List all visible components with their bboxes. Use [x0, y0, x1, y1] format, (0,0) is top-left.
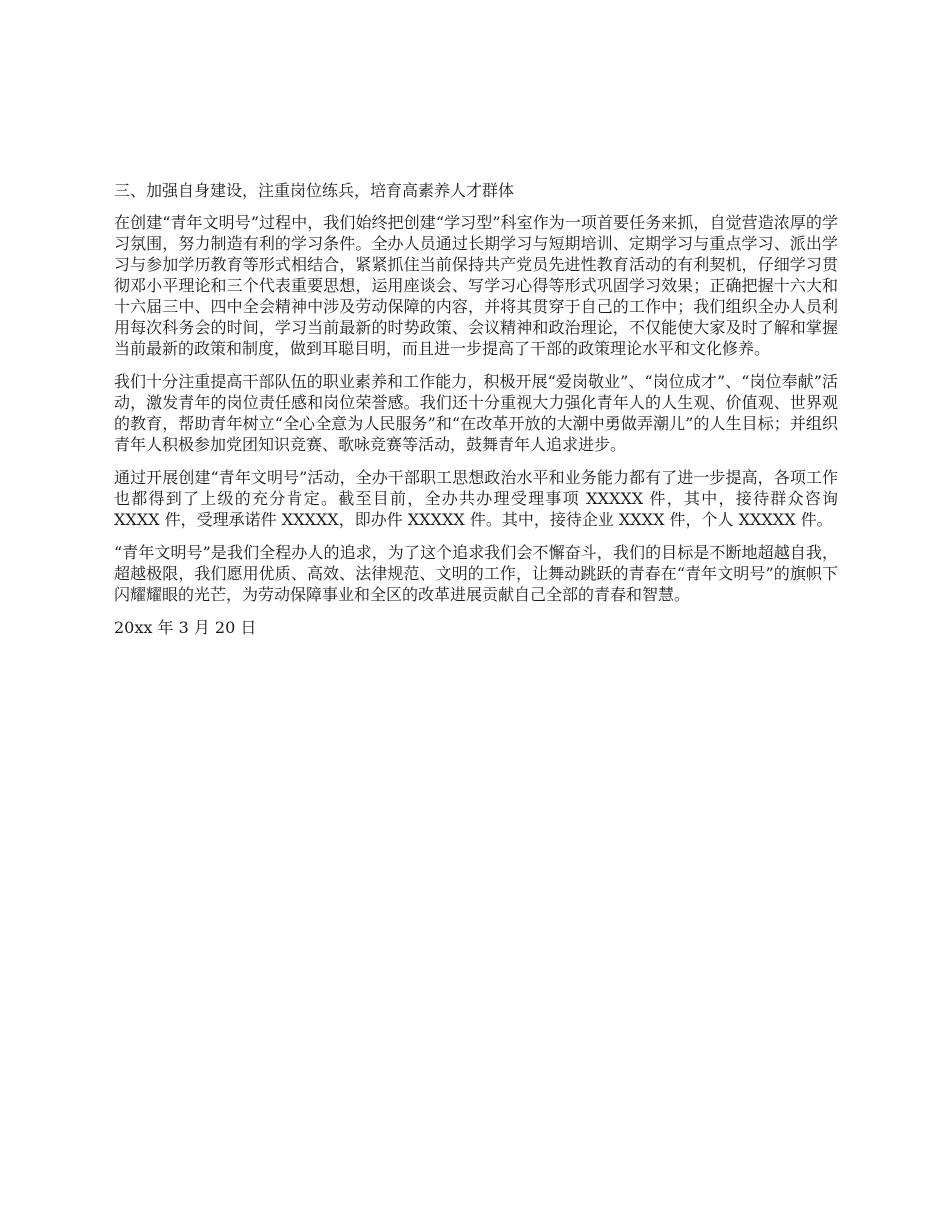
document-date: 20xx 年 3 月 20 日	[114, 618, 257, 637]
paragraph-goal: “青年文明号”是我们全程办人的追求，为了这个追求我们会不懈奋斗，我们的目标是不断地超越自我，超越极限，我们愿用优质、高效、法律规范、文明的工作，让舞动跳跃的青春在“青年文明号”的旗帜下闪耀耀眼的光芒，为劳动保障事业和全区的改革进展贡献自己全部的青春和智慧。	[114, 543, 838, 604]
paragraph-training: 我们十分注重提高干部队伍的职业素养和工作能力，积极开展“爱岗敬业”、“岗位成才”、“岗位奉献”活动，激发青年的岗位责任感和岗位荣誉感。我们还十分重视大力强化青年人的人生观、价值观、世界观的教育，帮助青年树立“全心全意为人民服务”和“在改革开放的大潮中勇做弄潮儿”的人生目标；并组织青年人积极参加党团知识竞赛、歌咏竞赛等活动，鼓舞青年人追求进步。	[114, 372, 838, 454]
document-body	[114, 180, 838, 650]
section-heading: 三、加强自身建设，注重岗位练兵，培育高素养人才群体	[114, 181, 515, 200]
paragraph-study: 在创建“青年文明号”过程中，我们始终把创建“学习型”科室作为一项首要任务来抓，自觉营造浓厚的学习氛围，努力制造有利的学习条件。全办人员通过长期学习与短期培训、定期学习与重点学习、派出学习与参加学历教育等形式相结合，紧紧抓住当前保持共产党员先进性教育活动的有利契机，仔细学习贯彻邓小平理论和三个代表重要思想，运用座谈会、写学习心得等形式巩固学习效果；正确把握十六大和十六届三中、四中全会精神中涉及劳动保障的内容，并将其贯穿于自己的工作中；我们组织全办人员利用每次科务会的时间，学习当前最新的时势政策、会议精神和政治理论，不仅能使大家及时了解和掌握当前最新的政策和制度，做到耳聪目明，而且进一步提高了干部的政策理论水平和文化修养。	[114, 213, 838, 358]
paragraph-results: 通过开展创建“青年文明号”活动，全办干部职工思想政治水平和业务能力都有了进一步提高，各项工作也都得到了上级的充分肯定。截至目前，全办共办理受理事项 XXXXX 件，其中，接待群众咨询 XXXX 件，受理承诺件 XXXXX，即办件 XXXXX 件。其中，接待企业 XXXX 件，个人 XXXXX 件。	[114, 468, 838, 529]
